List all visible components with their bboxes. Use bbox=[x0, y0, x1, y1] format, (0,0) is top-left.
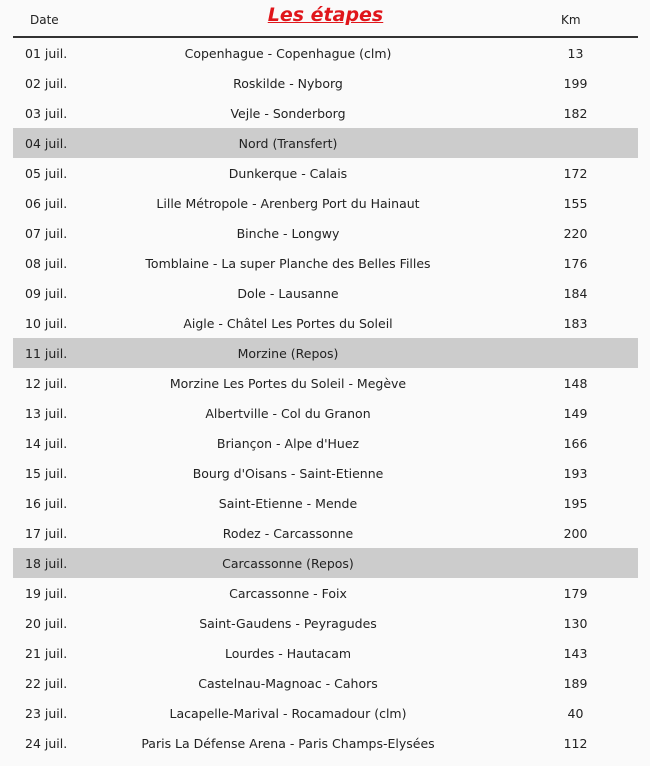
stage-route: Morzine (Repos) bbox=[237, 346, 339, 361]
table-row bbox=[13, 188, 638, 218]
stage-km: 176 bbox=[563, 256, 588, 271]
stage-route: Lille Métropole - Arenberg Port du Hainaut bbox=[156, 196, 420, 211]
stage-km: 166 bbox=[563, 436, 588, 451]
stage-date: 17 juil. bbox=[25, 526, 68, 541]
stage-route: Binche - Longwy bbox=[236, 226, 340, 241]
stage-route: Nord (Transfert) bbox=[238, 136, 338, 151]
stage-date: 24 juil. bbox=[25, 736, 68, 751]
stage-km: 143 bbox=[563, 646, 588, 661]
stage-route: Roskilde - Nyborg bbox=[233, 76, 343, 91]
stage-km: 172 bbox=[563, 166, 588, 181]
stage-route: Paris La Défense Arena - Paris Champs-Elysées bbox=[141, 736, 435, 751]
stage-route: Bourg d'Oisans - Saint-Etienne bbox=[192, 466, 384, 481]
header-km: Km bbox=[561, 13, 581, 27]
table-body bbox=[13, 38, 638, 758]
stage-date: 01 juil. bbox=[25, 46, 68, 61]
stage-route: Briançon - Alpe d'Huez bbox=[216, 436, 360, 451]
table-row bbox=[13, 308, 638, 338]
stage-km: 200 bbox=[563, 526, 588, 541]
stage-km: 220 bbox=[563, 226, 588, 241]
stage-km: 148 bbox=[563, 376, 588, 391]
stage-km: 130 bbox=[563, 616, 588, 631]
stage-date: 12 juil. bbox=[25, 376, 68, 391]
table-row bbox=[13, 68, 638, 98]
table-row bbox=[13, 38, 638, 68]
stage-route: Albertville - Col du Granon bbox=[205, 406, 371, 421]
stage-route: Saint-Gaudens - Peyragudes bbox=[199, 616, 377, 631]
stage-route: Rodez - Carcassonne bbox=[222, 526, 354, 541]
table-row bbox=[13, 698, 638, 728]
header-date: Date bbox=[30, 13, 59, 27]
stage-km: 112 bbox=[563, 736, 588, 751]
stage-km: 40 bbox=[567, 706, 584, 721]
stage-route: Carcassonne - Foix bbox=[229, 586, 347, 601]
table-row bbox=[13, 98, 638, 128]
stage-date: 03 juil. bbox=[25, 106, 68, 121]
stage-route: Tomblaine - La super Planche des Belles Filles bbox=[145, 256, 431, 271]
table-row bbox=[13, 638, 638, 668]
stage-route: Lacapelle-Marival - Rocamadour (clm) bbox=[169, 706, 407, 721]
table-row bbox=[13, 668, 638, 698]
stage-date: 08 juil. bbox=[25, 256, 68, 271]
stage-date: 15 juil. bbox=[25, 466, 68, 481]
stage-route: Vejle - Sonderborg bbox=[230, 106, 346, 121]
stage-date: 11 juil. bbox=[25, 346, 68, 361]
table-row bbox=[13, 248, 638, 278]
stage-km: 195 bbox=[563, 496, 588, 511]
table-row bbox=[13, 728, 638, 758]
stage-km: 13 bbox=[567, 46, 584, 61]
stage-km: 179 bbox=[563, 586, 588, 601]
stage-date: 09 juil. bbox=[25, 286, 68, 301]
table-row bbox=[13, 278, 638, 308]
stage-date: 19 juil. bbox=[25, 586, 68, 601]
table-row bbox=[13, 368, 638, 398]
stage-km: 183 bbox=[563, 316, 588, 331]
stage-route: Copenhague - Copenhague (clm) bbox=[184, 46, 392, 61]
rest-day-row bbox=[13, 338, 638, 368]
stage-date: 04 juil. bbox=[25, 136, 68, 151]
table-row bbox=[13, 518, 638, 548]
table-row bbox=[13, 158, 638, 188]
stage-km: 155 bbox=[563, 196, 588, 211]
stage-route: Dunkerque - Calais bbox=[228, 166, 348, 181]
table-row bbox=[13, 398, 638, 428]
stage-km: 149 bbox=[563, 406, 588, 421]
stage-date: 06 juil. bbox=[25, 196, 68, 211]
stage-km: 193 bbox=[563, 466, 588, 481]
stage-date: 13 juil. bbox=[25, 406, 68, 421]
table-row bbox=[13, 608, 638, 638]
stage-date: 16 juil. bbox=[25, 496, 68, 511]
table-row bbox=[13, 428, 638, 458]
stage-date: 07 juil. bbox=[25, 226, 68, 241]
table-row bbox=[13, 458, 638, 488]
stage-km: 182 bbox=[563, 106, 588, 121]
stage-route: Castelnau-Magnoac - Cahors bbox=[198, 676, 378, 691]
stage-km: 199 bbox=[563, 76, 588, 91]
stage-route: Morzine Les Portes du Soleil - Megève bbox=[169, 376, 407, 391]
stage-km: 184 bbox=[563, 286, 588, 301]
rest-day-row bbox=[13, 128, 638, 158]
table-row bbox=[13, 578, 638, 608]
page-title: Les étapes bbox=[267, 4, 384, 26]
stage-date: 22 juil. bbox=[25, 676, 68, 691]
stage-date: 10 juil. bbox=[25, 316, 68, 331]
stage-date: 23 juil. bbox=[25, 706, 68, 721]
stage-date: 18 juil. bbox=[25, 556, 68, 571]
stage-date: 02 juil. bbox=[25, 76, 68, 91]
stage-route: Saint-Etienne - Mende bbox=[218, 496, 358, 511]
stage-date: 14 juil. bbox=[25, 436, 68, 451]
stage-date: 05 juil. bbox=[25, 166, 68, 181]
stage-route: Lourdes - Hautacam bbox=[224, 646, 352, 661]
stage-route: Dole - Lausanne bbox=[237, 286, 339, 301]
stage-route: Aigle - Châtel Les Portes du Soleil bbox=[183, 316, 393, 331]
rest-day-row bbox=[13, 548, 638, 578]
stage-date: 20 juil. bbox=[25, 616, 68, 631]
stage-km: 189 bbox=[563, 676, 588, 691]
table-header bbox=[13, 0, 638, 38]
table-row bbox=[13, 218, 638, 248]
stage-date: 21 juil. bbox=[25, 646, 68, 661]
stage-route: Carcassonne (Repos) bbox=[222, 556, 354, 571]
table-row bbox=[13, 488, 638, 518]
